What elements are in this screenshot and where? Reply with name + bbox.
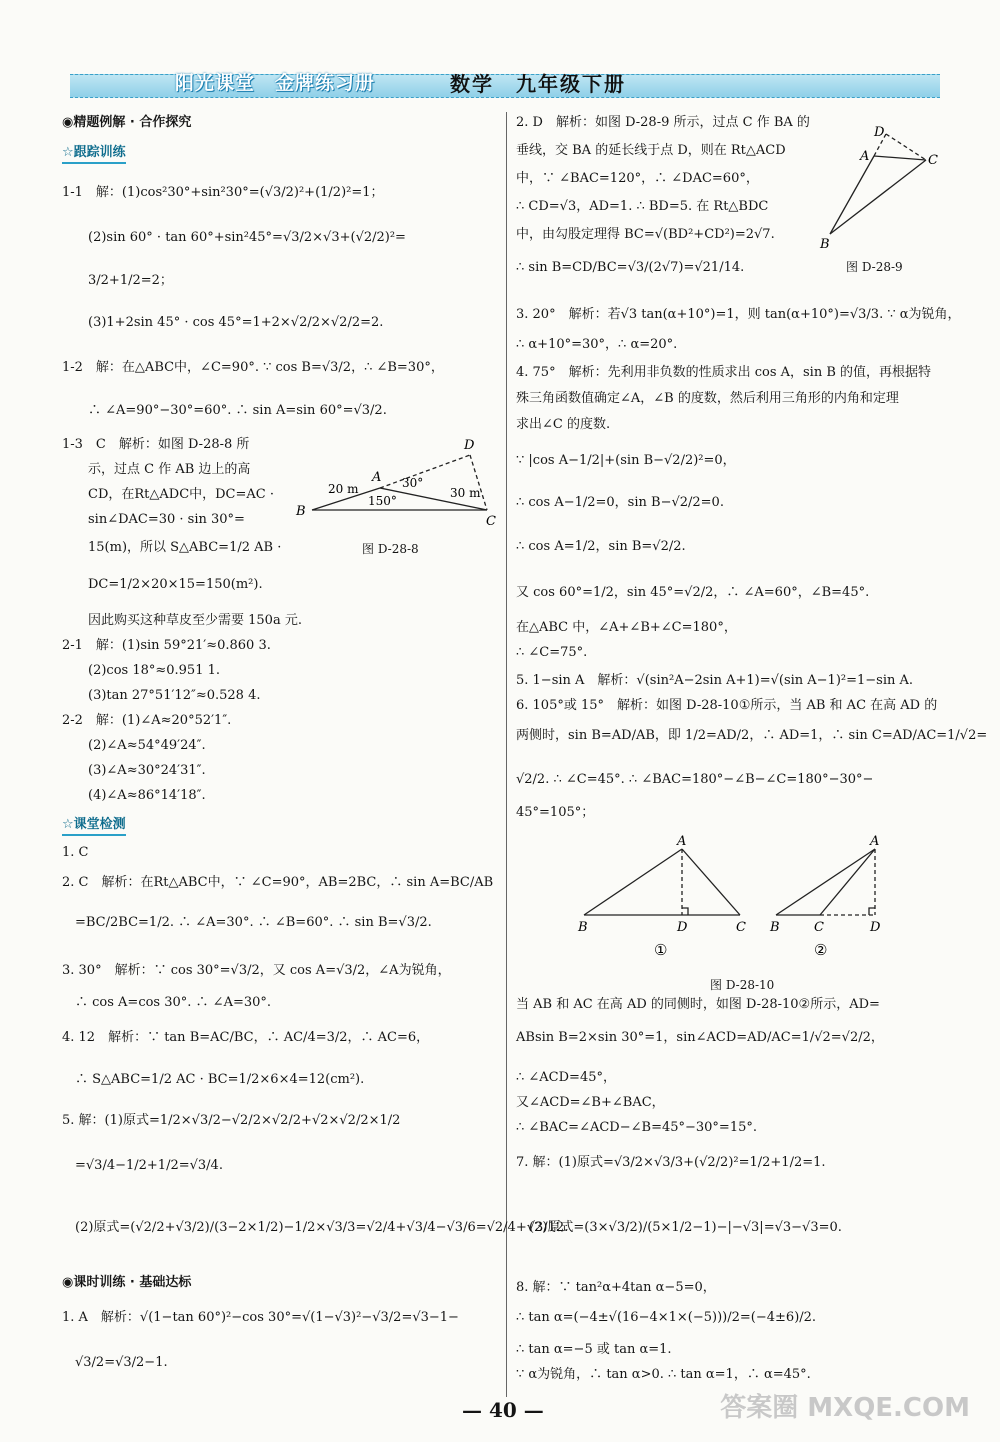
left-line-29: ∴ S△ABC=1/2 AC · BC=1/2×6×4=12(cm²). [62, 1072, 365, 1087]
right-line-16: ∴ ∠C=75°. [516, 645, 588, 660]
left-line-12: 15(m)，所以 S△ABC=1/2 AB · [62, 540, 282, 555]
left-line-9: 示，过点 C 作 AB 边上的高 [62, 462, 251, 477]
fig9-label-b: B [820, 237, 830, 252]
right-line-17: 5. 1−sin A 解析：√(sin²A−2sin A+1)=√(sin A−1)²=1−sin A. [516, 673, 914, 688]
figure-d-28-9 [816, 122, 946, 252]
left-line-13: DC=1/2×20×15=150(m²). [62, 577, 263, 592]
right-line-12: ∴ cos A−1/2=0，sin B−√2/2=0. [516, 495, 724, 510]
right-line-23: ABsin B=2×sin 30°=1，sin∠ACD=AD/AC=1/√2=√2/2， [516, 1030, 884, 1045]
left-line-11: sin∠DAC=30 · sin 30°= [62, 512, 245, 527]
left-line-33: ◉课时训练 · 基础达标 [62, 1275, 192, 1290]
right-line-21: 45°=105°； [516, 805, 595, 820]
left-line-19: (2)∠A≈54°49′24″. [62, 738, 206, 753]
fig8-label-d: D [464, 438, 475, 453]
left-line-26: 3. 30° 解析：∵ cos 30°=√3/2，又 cos A=√3/2，∠A为锐角， [62, 963, 451, 978]
left-line-30: 5. 解：(1)原式=1/2×√3/2−√2/2×√2/2+√2×√2/2×1/2 [62, 1113, 401, 1128]
fig9-label-a: A [860, 149, 870, 164]
fig10-label-a1: A [677, 835, 687, 849]
right-line-4: 中，由勾股定理得 BC=√(BD²+CD²)=2√7. [516, 227, 775, 242]
left-line-8: 1-3 C 解析：如图 D-28-8 所 [62, 437, 250, 452]
right-line-8: 4. 75° 解析：先利用非负数的性质求出 cos A，sin B 的值，再根据特 [516, 365, 932, 380]
fig10-label-b1: B [578, 920, 588, 935]
left-line-14: 因此购买这种草皮至少需要 150a 元. [62, 613, 302, 628]
fig8-label-20m: 20 m [328, 482, 359, 496]
right-line-5: ∴ sin B=CD/BC=√3/(2√7)=√21/14. [516, 260, 745, 275]
column-divider [506, 112, 507, 1397]
fig10-label-c2: C [814, 920, 824, 935]
right-line-31: ∴ tan α=−5 或 tan α=1. [516, 1342, 672, 1357]
left-line-10: CD，在Rt△ADC中，DC=AC · [62, 487, 274, 502]
left-line-3: (2)sin 60° · tan 60°+sin²45°=√3/2×√3+(√2/2)²= [62, 230, 406, 245]
right-line-18: 6. 105°或 15° 解析：如图 D-28-10①所示，当 AB 和 AC 在高 AD 的 [516, 698, 938, 713]
fig10-label-n2: ② [814, 941, 828, 959]
left-line-5: (3)1+2sin 45° · cos 45°=1+2×√2/2×√2/2=2. [62, 315, 384, 330]
right-line-10: 求出∠C 的度数. [516, 417, 611, 432]
fig10-label-d2: D [870, 920, 881, 935]
left-line-16: (2)cos 18°≈0.951 1. [62, 663, 221, 678]
left-line-0: ◉精题例解 · 合作探究 [62, 115, 192, 130]
left-line-21: (4)∠A≈86°14′18″. [62, 788, 206, 803]
right-line-14: 又 cos 60°=1/2，sin 45°=√2/2，∴ ∠A=60°，∠B=45°. [516, 585, 870, 600]
right-line-24: ∴ ∠ACD=45°， [516, 1070, 616, 1085]
right-line-1: 垂线，交 BA 的延长线于点 D，则在 Rt△ACD [516, 143, 786, 158]
page-header [70, 40, 940, 100]
left-line-17: (3)tan 27°51′12″≈0.528 4. [62, 688, 261, 703]
fig10-label-d1: D [677, 920, 688, 935]
right-line-22: 当 AB 和 AC 在高 AD 的同侧时，如图 D-28-10②所示，AD= [516, 997, 880, 1012]
right-line-15: 在△ABC 中，∠A+∠B+∠C=180°， [516, 620, 737, 635]
left-line-32: (2)原式=(√2/2+√3/2)/(3−2×1/2)−1/2×√3/3=√2/4+√3/4−√3/6=√2/4+√3/12. [62, 1220, 569, 1235]
left-line-6: 1-2 解：在△ABC中，∠C=90°. ∵ cos B=√3/2，∴ ∠B=30°， [62, 360, 444, 375]
fig9-caption: 图 D-28-9 [846, 260, 903, 274]
fig9-label-d: D [874, 125, 885, 140]
right-line-3: ∴ CD=√3，AD=1. ∴ BD=5. 在 Rt△BDC [516, 199, 769, 214]
fig8-label-b: B [296, 504, 306, 519]
header-brand: 阳光课堂 金牌练习册 [175, 72, 376, 94]
fig8-label-30m: 30 m [450, 486, 481, 500]
right-line-28: (2)原式=(3×√3/2)/(5×1/2−1)−|−√3|=√3−√3=0. [516, 1220, 842, 1235]
left-line-22: ☆课堂检测 [62, 817, 126, 836]
fig10-label-b2: B [770, 920, 780, 935]
left-line-31: =√3/4−1/2+1/2=√3/4. [62, 1158, 223, 1173]
right-line-20: √2/2. ∴ ∠C=45°. ∴ ∠BAC=180°−∠B−∠C=180°−30°− [516, 772, 874, 787]
right-line-13: ∴ cos A=1/2，sin B=√2/2. [516, 539, 686, 554]
left-line-35: √3/2=√3/2−1. [62, 1355, 168, 1370]
fig8-label-30deg: 30° [402, 476, 424, 490]
left-line-1: ☆跟踪训练 [62, 145, 126, 164]
fig10-label-c1: C [736, 920, 746, 935]
left-line-23: 1. C [62, 845, 89, 860]
right-line-0: 2. D 解析：如图 D-28-9 所示，过点 C 作 BA 的 [516, 115, 810, 130]
header-subject: 数学 九年级下册 [450, 72, 626, 96]
left-line-18: 2-2 解：(1)∠A≈20°52′1″. [62, 713, 232, 728]
figure-d-28-10 [570, 835, 890, 970]
figure-d-28-8 [292, 435, 502, 535]
right-line-11: ∵ |cos A−1/2|+(sin B−√2/2)²=0， [516, 453, 736, 468]
right-line-9: 殊三角函数值确定∠A，∠B 的度数，然后利用三角形的内角和定理 [516, 391, 899, 406]
fig10-caption: 图 D-28-10 [710, 978, 775, 992]
watermark: 答案圈 MXQE.COM [720, 1393, 970, 1423]
right-line-29: 8. 解：∵ tan²α+4tan α−5=0， [516, 1280, 716, 1295]
left-line-15: 2-1 解：(1)sin 59°21′≈0.860 3. [62, 638, 271, 653]
fig8-caption: 图 D-28-8 [362, 542, 419, 556]
left-line-25: =BC/2BC=1/2. ∴ ∠A=30°. ∴ ∠B=60°. ∴ sin B=√3/2. [62, 915, 432, 930]
fig8-label-150: 150° [368, 494, 397, 508]
right-line-32: ∵ α为锐角，∴ tan α>0. ∴ tan α=1，∴ α=45°. [516, 1367, 811, 1382]
right-line-26: ∴ ∠BAC=∠ACD−∠B=45°−30°=15°. [516, 1120, 758, 1135]
fig10-label-a2: A [870, 835, 880, 849]
left-line-28: 4. 12 解析：∵ tan B=AC/BC，∴ AC/4=3/2，∴ AC=6， [62, 1030, 430, 1045]
right-line-25: 又∠ACD=∠B+∠BAC， [516, 1095, 665, 1110]
left-line-2: 1-1 解：(1)cos²30°+sin²30°=(√3/2)²+(1/2)²=1； [62, 185, 384, 200]
right-line-30: ∴ tan α=(−4±√(16−4×1×(−5)))/2=(−4±6)/2. [516, 1310, 817, 1325]
fig10-label-n1: ① [654, 941, 668, 959]
left-line-20: (3)∠A≈30°24′31″. [62, 763, 206, 778]
right-line-2: 中，∵ ∠BAC=120°，∴ ∠DAC=60°， [516, 171, 759, 186]
right-line-27: 7. 解：(1)原式=√3/2×√3/3+(√2/2)²=1/2+1/2=1. [516, 1155, 826, 1170]
fig8-label-a: A [372, 470, 382, 485]
right-line-7: ∴ α+10°=30°，∴ α=20°. [516, 337, 678, 352]
fig9-label-c: C [928, 153, 938, 168]
fig8-label-c: C [486, 514, 496, 529]
left-line-4: 3/2+1/2=2； [62, 273, 173, 288]
right-line-6: 3. 20° 解析：若√3 tan(α+10°)=1，则 tan(α+10°)=√3/3. ∵ α为锐角， [516, 307, 961, 322]
left-line-24: 2. C 解析：在Rt△ABC中，∵ ∠C=90°，AB=2BC，∴ sin A=BC/AB [62, 875, 494, 890]
left-line-7: ∴ ∠A=90°−30°=60°. ∴ sin A=sin 60°=√3/2. [62, 403, 387, 418]
left-line-34: 1. A 解析：√(1−tan 60°)²−cos 30°=√(1−√3)²−√3/2=√3−1− [62, 1310, 459, 1325]
page-number: — 40 — [462, 1398, 544, 1422]
left-line-27: ∴ cos A=cos 30°. ∴ ∠A=30°. [62, 995, 272, 1010]
right-line-19: 两侧时，sin B=AD/AB，即 1/2=AD/2，∴ AD=1，∴ sin C=AD/AC=1/√2= [516, 728, 988, 743]
